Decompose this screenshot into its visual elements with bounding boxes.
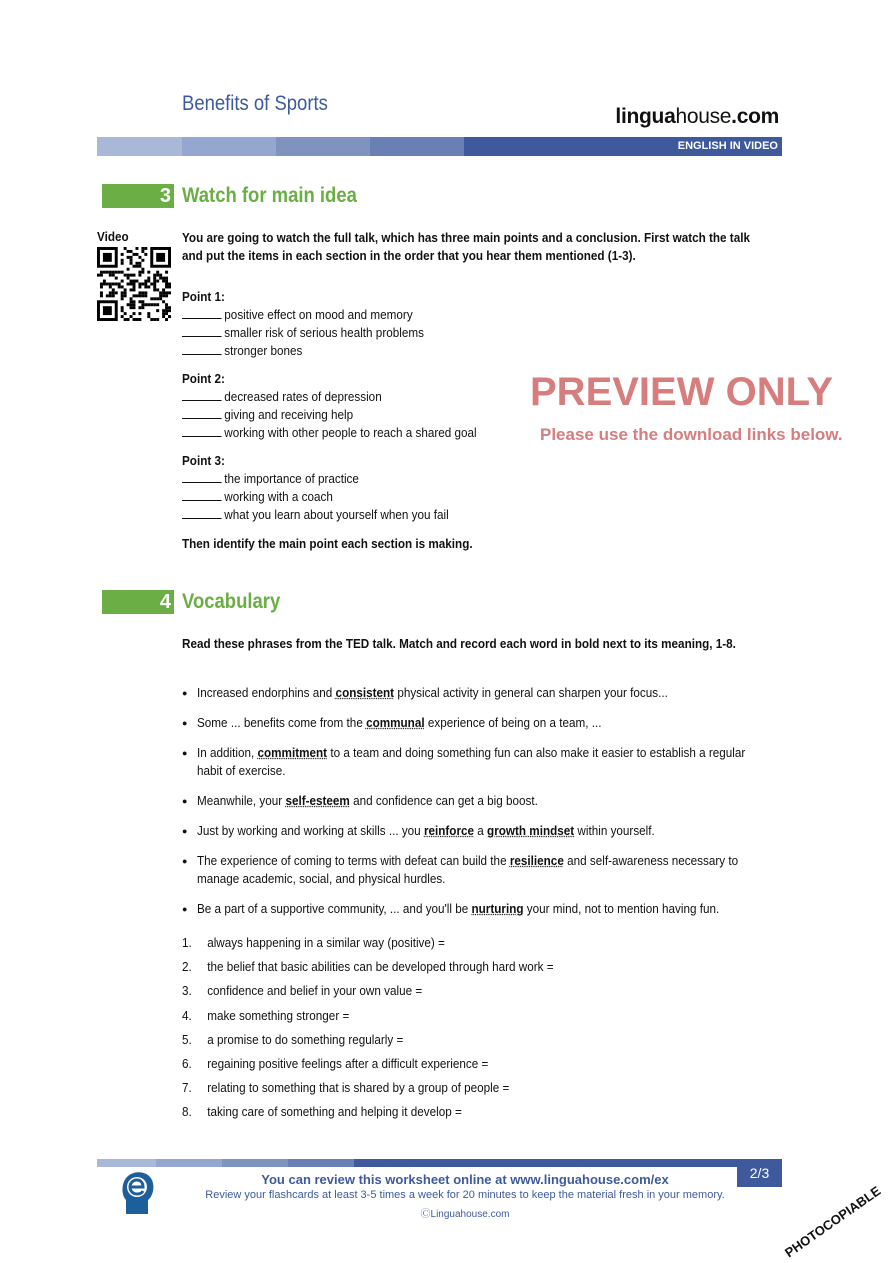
phrase-part: physical activity in general can sharpen your focus... bbox=[394, 685, 668, 700]
vocab-word: growth mindset bbox=[487, 823, 575, 838]
phrase-part: Meanwhile, your bbox=[197, 793, 286, 808]
definition-number: 8. bbox=[182, 1104, 192, 1120]
answer-blank[interactable] bbox=[182, 307, 222, 319]
item-text: working with other people to reach a shared goal bbox=[224, 425, 477, 440]
header-band bbox=[97, 137, 782, 156]
definition-item bbox=[182, 1056, 488, 1071]
section-4-instructions: Read these phrases from the TED talk. Match and record each word in bold next to its meaning, 1-8. bbox=[182, 636, 736, 651]
watermark-download: Please use the download links below. bbox=[540, 425, 843, 444]
phrase-part: Increased endorphins and bbox=[197, 685, 336, 700]
answer-blank[interactable] bbox=[182, 407, 222, 419]
logo-part: lingua bbox=[615, 105, 676, 128]
section-number: 3 bbox=[102, 184, 174, 208]
phrase-part: and self-awareness necessary to manage academic, social, and physical hurdles. bbox=[197, 853, 739, 886]
item-text: smaller risk of serious health problems bbox=[224, 325, 424, 340]
qr-code-icon[interactable] bbox=[97, 247, 171, 321]
vocab-word: resilience bbox=[509, 853, 564, 868]
definition-item bbox=[182, 1008, 349, 1023]
video-label: Video bbox=[97, 229, 129, 244]
definition-item bbox=[182, 1104, 462, 1119]
linguahouse-logo[interactable] bbox=[615, 105, 779, 129]
photocopiable-stamp: PHOTOCOPIABLE bbox=[782, 1183, 884, 1261]
bullet-icon: ● bbox=[182, 796, 188, 806]
phrase-part: In addition, bbox=[197, 745, 258, 760]
linguahouse-e-logo-icon bbox=[120, 1170, 156, 1216]
footer-copyright: ⒸLinguahouse.com bbox=[420, 1209, 510, 1220]
definition-text: relating to something that is shared by a group of people = bbox=[207, 1080, 510, 1096]
order-item bbox=[182, 424, 477, 442]
phrase-part: to a team and doing something fun can also make it easier to establish a regular habit of exercise. bbox=[197, 745, 746, 778]
worksheet-title: Benefits of Sports bbox=[182, 92, 328, 115]
phrase-text bbox=[197, 792, 773, 810]
phrase-part: Some ... benefits come from the bbox=[197, 715, 367, 730]
item-text: positive effect on mood and memory bbox=[224, 307, 413, 322]
order-item bbox=[182, 488, 333, 506]
item-text: working with a coach bbox=[224, 489, 333, 504]
phrase-part: Just by working and working at skills ... you bbox=[197, 823, 424, 838]
logo-part: .com bbox=[731, 105, 779, 128]
phrase-text bbox=[197, 852, 773, 888]
vocab-word: reinforce bbox=[423, 823, 475, 838]
definition-text: make something stronger = bbox=[207, 1007, 350, 1023]
section-number: 4 bbox=[102, 590, 174, 614]
answer-blank[interactable] bbox=[182, 325, 222, 337]
footer-band bbox=[97, 1159, 782, 1167]
footer-flashcards-note: Review your flashcards at least 3-5 times a week for 20 minutes to keep the material fresh in your memory. bbox=[205, 1189, 725, 1201]
phrase-part: Be a part of a supportive community, ... and you'll be bbox=[197, 901, 472, 916]
order-item bbox=[182, 470, 359, 488]
section-title: Vocabulary bbox=[182, 590, 281, 613]
section-title: Watch for main idea bbox=[182, 184, 357, 207]
vocab-word: consistent bbox=[335, 685, 395, 700]
bullet-icon: ● bbox=[182, 856, 188, 866]
definition-text: a promise to do something regularly = bbox=[207, 1031, 404, 1047]
point-label: Point 3: bbox=[182, 453, 225, 468]
footer-review-link[interactable]: You can review this worksheet online at www.linguahouse.com/ex bbox=[261, 1172, 669, 1187]
definition-number: 5. bbox=[182, 1031, 192, 1047]
watermark-preview: PREVIEW ONLY bbox=[530, 370, 834, 414]
vocab-word: commitment bbox=[257, 745, 328, 760]
category-label: ENGLISH IN VIDEO bbox=[464, 137, 782, 156]
answer-blank[interactable] bbox=[182, 471, 222, 483]
definition-item bbox=[182, 983, 422, 998]
definition-number: 6. bbox=[182, 1056, 192, 1071]
phrase-part: The experience of coming to terms with defeat can build the bbox=[197, 853, 510, 868]
answer-blank[interactable] bbox=[182, 389, 222, 401]
section-3-instructions bbox=[182, 229, 750, 265]
page-number: 2/3 bbox=[737, 1160, 782, 1187]
bullet-icon: ● bbox=[182, 826, 188, 836]
definition-text: confidence and belief in your own value = bbox=[207, 983, 423, 999]
order-item bbox=[182, 388, 382, 406]
instruction-line: You are going to watch the full talk, which has three main points and a conclusion. First watch the talk bbox=[182, 230, 750, 245]
order-item bbox=[182, 342, 302, 360]
bullet-icon: ● bbox=[182, 718, 188, 728]
phrase-text bbox=[197, 714, 773, 732]
definition-item bbox=[182, 935, 445, 950]
section-4-header bbox=[102, 590, 294, 614]
phrase-part: your mind, not to mention having fun. bbox=[523, 901, 720, 916]
definition-number: 3. bbox=[182, 983, 192, 999]
item-text: giving and receiving help bbox=[224, 407, 354, 422]
logo-part: house bbox=[675, 105, 732, 128]
item-text: decreased rates of depression bbox=[224, 389, 382, 404]
phrase-part: a bbox=[474, 823, 488, 838]
answer-blank[interactable] bbox=[182, 489, 222, 501]
vocab-word: self-esteem bbox=[285, 793, 350, 808]
item-text: the importance of practice bbox=[224, 471, 359, 486]
item-text: stronger bones bbox=[224, 343, 303, 358]
definition-item bbox=[182, 959, 554, 974]
definition-number: 1. bbox=[182, 935, 192, 950]
point-label: Point 2: bbox=[182, 371, 225, 386]
bullet-icon: ● bbox=[182, 904, 188, 914]
phrase-text bbox=[197, 744, 773, 780]
order-item bbox=[182, 406, 353, 424]
definition-number: 4. bbox=[182, 1007, 192, 1023]
order-item bbox=[182, 506, 449, 524]
phrase-part: and confidence can get a big boost. bbox=[349, 793, 538, 808]
definition-item bbox=[182, 1080, 509, 1095]
answer-blank[interactable] bbox=[182, 425, 222, 437]
definition-number: 7. bbox=[182, 1080, 192, 1096]
phrase-text bbox=[197, 900, 773, 918]
vocab-word: communal bbox=[366, 715, 425, 730]
section-3-outro: Then identify the main point each section is making. bbox=[182, 536, 473, 551]
answer-blank[interactable] bbox=[182, 343, 222, 355]
bullet-icon: ● bbox=[182, 688, 188, 698]
bullet-icon: ● bbox=[182, 748, 188, 758]
instruction-line: and put the items in each section in the order that you hear them mentioned (1-3). bbox=[182, 248, 636, 263]
definition-text: the belief that basic abilities can be developed through hard work = bbox=[207, 959, 554, 975]
section-3-header bbox=[102, 184, 381, 208]
definition-text: always happening in a similar way (positive) = bbox=[207, 935, 445, 950]
definition-text: taking care of something and helping it develop = bbox=[207, 1104, 462, 1120]
item-text: what you learn about yourself when you fail bbox=[224, 507, 449, 522]
order-item bbox=[182, 306, 413, 324]
answer-blank[interactable] bbox=[182, 507, 222, 519]
phrase-part: experience of being on a team, ... bbox=[424, 715, 602, 730]
definition-number: 2. bbox=[182, 959, 192, 975]
phrase-text bbox=[197, 684, 773, 702]
definition-item bbox=[182, 1032, 403, 1047]
vocab-word: nurturing bbox=[471, 901, 524, 916]
phrase-text bbox=[197, 822, 773, 840]
point-label: Point 1: bbox=[182, 289, 225, 304]
order-item bbox=[182, 324, 424, 342]
definition-text: regaining positive feelings after a difficult experience = bbox=[207, 1056, 489, 1071]
phrase-part: within yourself. bbox=[574, 823, 655, 838]
